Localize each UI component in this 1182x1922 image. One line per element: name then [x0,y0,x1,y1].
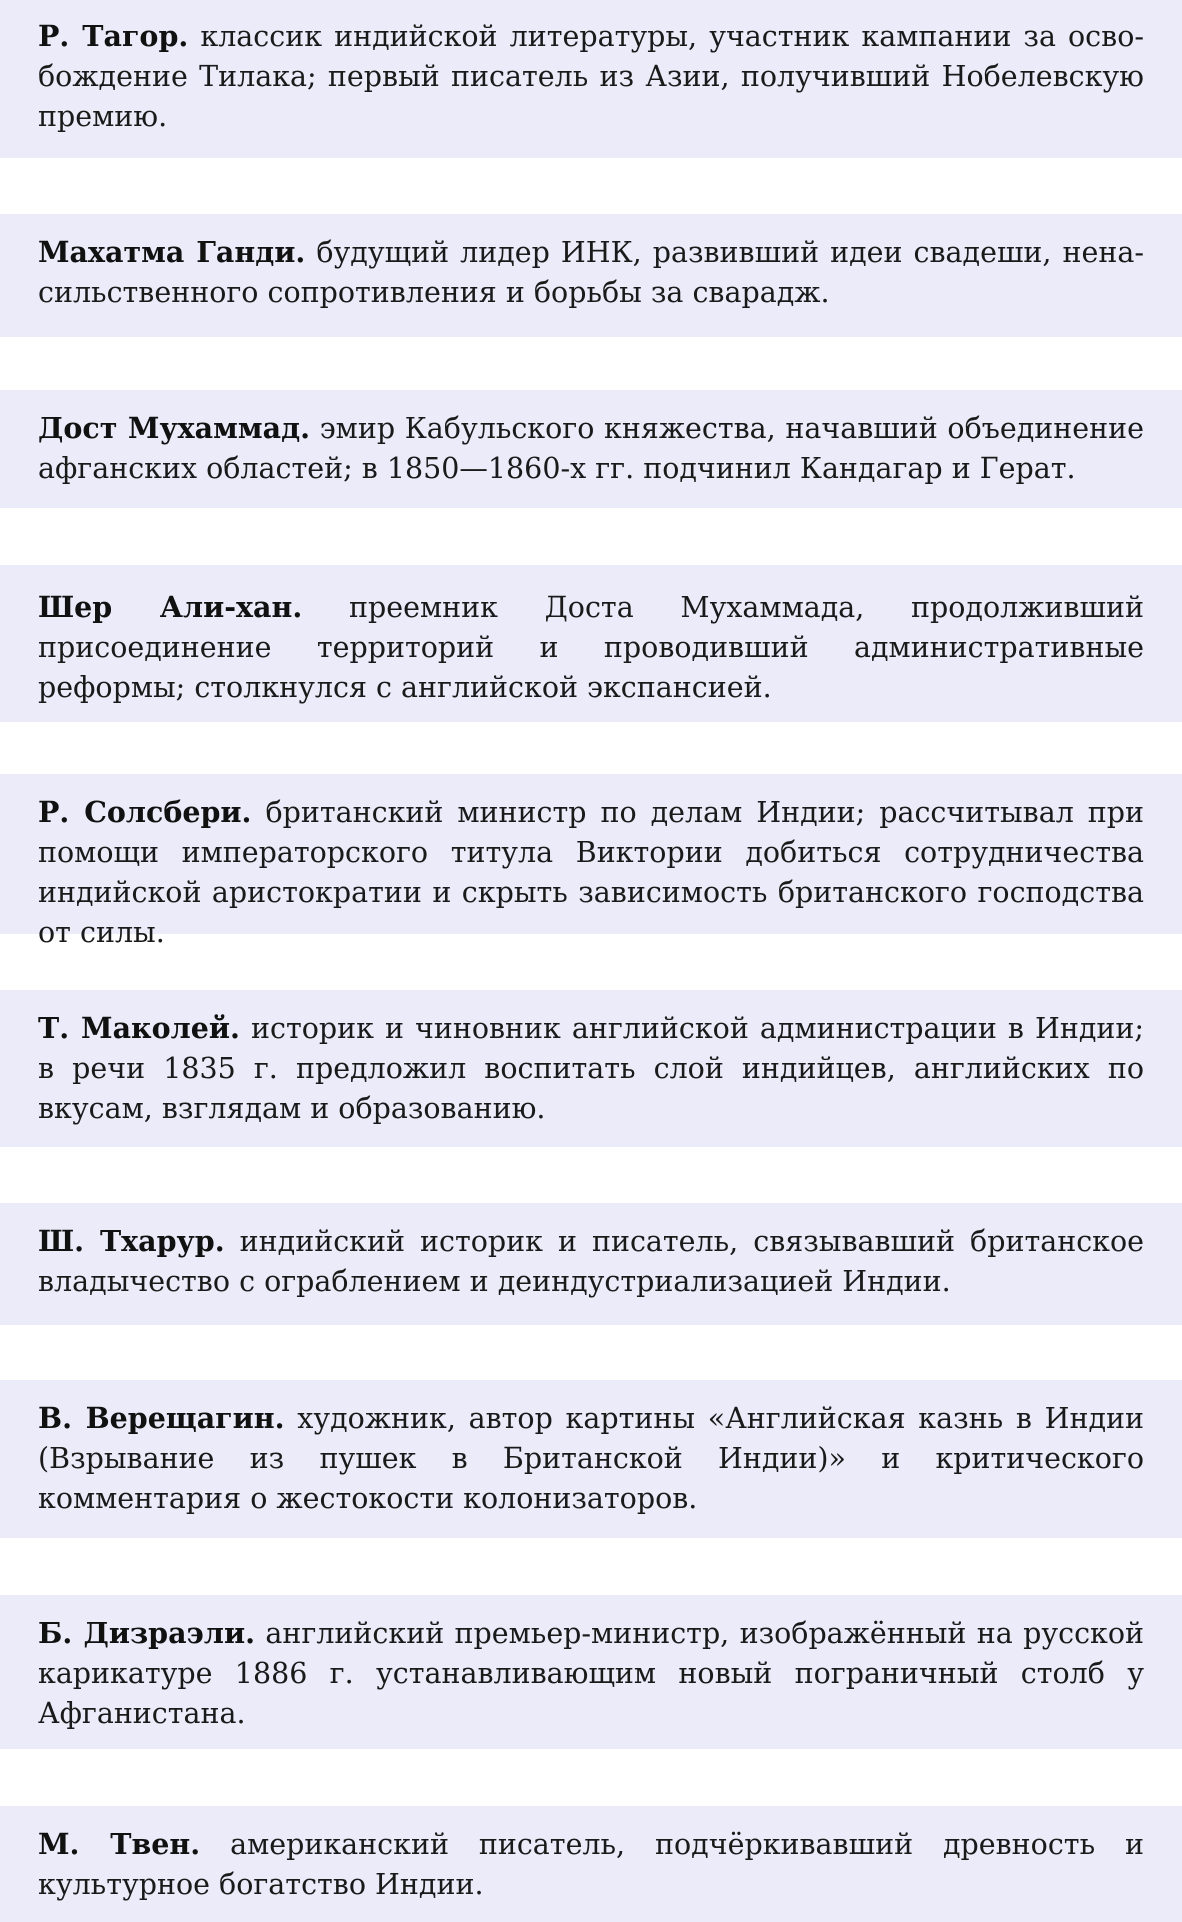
entry-name: Махатма Ганди. [38,235,306,269]
entry-description: британский министр по делам Индии; рассчитывал при помощи императорского титула Виктории добиться сотрудничества индийской аристократии и скрыть зависимость британского господства от силы. [38,796,1145,949]
entry-description: преемник Доста Мухаммада, продолживший присоединение территорий и проводивший административные реформы; столкнулся с английской экспансией. [38,591,1144,704]
entry-disraeli [0,1595,1182,1749]
entry-text [38,1398,1144,1519]
entry-name: Шер Али-хан. [38,590,303,624]
entry-tharoor [0,1203,1182,1325]
entry-description: историк и чиновник английской администрации в Индии; в речи 1835 г. предложил воспитать слой индийцев, английских по вкусам, взглядам и образованию. [38,1012,1144,1125]
entry-salisbury [0,774,1182,949]
entry-description: индийский историк и писатель, связывавший британское владычество с ограблением и деиндустриализацией Индии. [38,1225,1145,1298]
entry-description: эмир Кабульского княжества, начавший объединение афганских областей; в 1850—1860-х гг. подчинил Кандагар и Герат. [38,412,1144,485]
entry-text [38,408,1144,489]
entry-name: Т. Маколей. [38,1011,240,1045]
entry-vereshchagin [0,1380,1182,1538]
entry-macaulay [0,990,1182,1147]
entry-description: классик индийской литературы, участник кампании за освобождение Тилака; первый писатель из Азии, получивший Нобелевскую премию. [38,20,1144,133]
entry-twain [0,1806,1182,1922]
entry-name: М. Твен. [38,1827,201,1861]
entry-name: Ш. Тхарур. [38,1224,225,1258]
entry-description: английский премьер-министр, изображённый на русской карикатуре 1886 г. устанавливающим новый пограничный столб у Афганистана. [38,1617,1144,1730]
entry-text [38,1221,1144,1302]
entry-description: будущий лидер ИНК, развивший идеи свадеши, ненасильственного сопротивления и борьбы за сварадж. [38,236,1144,309]
entry-text [38,1824,1144,1905]
entry-name: Р. Солсбери. [38,795,252,829]
entry-description: художник, автор картины «Английская казнь в Индии (Взрывание из пушек в Британской Индии)» и критического комментария о жестокости колонизаторов. [38,1402,1144,1515]
entry-text [38,232,1144,313]
entry-name: Р. Тагор. [38,19,189,53]
entry-sher-ali-khan [0,565,1182,722]
entry-text [38,1613,1144,1734]
entry-name: В. Верещагин. [38,1401,285,1435]
entry-text [38,16,1144,137]
entry-dost-muhammad [0,390,1182,508]
entry-name: Б. Дизраэли. [38,1616,256,1650]
entry-name: Дост Мухаммад. [38,411,311,445]
entry-description: американский писатель, подчёркивавший древность и культурное богатство Индии. [38,1828,1144,1901]
entry-text [38,587,1144,708]
entry-gandhi [0,214,1182,337]
entry-tagore [0,0,1182,158]
entry-text [38,1008,1144,1129]
entry-text [38,792,1144,953]
